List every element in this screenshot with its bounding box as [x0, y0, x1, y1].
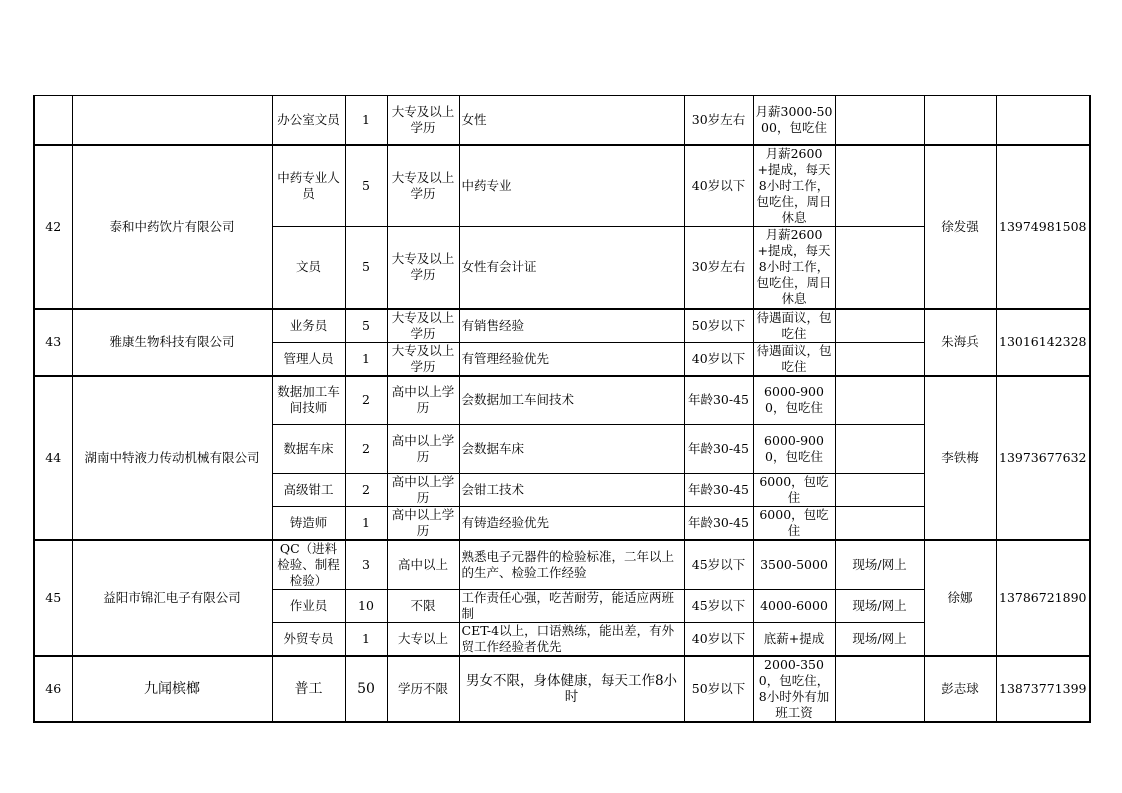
table-row	[34, 96, 1090, 145]
count-cell: 10	[345, 590, 387, 623]
method-cell: 现场/网上	[835, 540, 924, 590]
table-row	[34, 309, 1090, 343]
company-cell	[72, 96, 272, 145]
requirement-cell: 工作责任心强，吃苦耐劳，能适应两班制	[459, 590, 684, 623]
salary-cell: 4000-6000	[753, 590, 835, 623]
salary-cell: 待遇面议，包吃住	[753, 309, 835, 343]
requirement-cell: CET-4以上，口语熟练，能出差，有外贸工作经验者优先	[459, 623, 684, 657]
position-cell: 数据加工车间技师	[272, 376, 345, 425]
method-cell	[835, 425, 924, 474]
age-cell: 40岁以下	[684, 623, 753, 657]
age-cell: 50岁以下	[684, 656, 753, 722]
company-cell: 益阳市锦汇电子有限公司	[72, 540, 272, 656]
education-cell: 高中以上学历	[387, 376, 459, 425]
requirement-cell: 男女不限，身体健康，每天工作8小时	[459, 656, 684, 722]
method-cell	[835, 342, 924, 376]
salary-cell: 月薪2600+提成，每天8小时工作，包吃住，周日休息	[753, 227, 835, 309]
phone-cell: 13786721890	[996, 540, 1090, 656]
table-row	[34, 656, 1090, 722]
method-cell: 现场/网上	[835, 623, 924, 657]
position-cell: 业务员	[272, 309, 345, 343]
row-number-cell: 45	[34, 540, 72, 656]
count-cell: 2	[345, 425, 387, 474]
count-cell: 2	[345, 474, 387, 507]
education-cell: 大专及以上学历	[387, 145, 459, 227]
recruitment-table	[33, 95, 1091, 723]
company-cell: 泰和中药饮片有限公司	[72, 145, 272, 309]
salary-cell: 2000-3500，包吃住，8小时外有加班工资	[753, 656, 835, 722]
row-number-cell: 42	[34, 145, 72, 309]
count-cell: 1	[345, 623, 387, 657]
contact-cell	[924, 96, 996, 145]
row-number-cell: 46	[34, 656, 72, 722]
position-cell: QC（进料检验、制程检验）	[272, 540, 345, 590]
count-cell: 1	[345, 96, 387, 145]
education-cell: 大专及以上学历	[387, 227, 459, 309]
phone-cell: 13974981508	[996, 145, 1090, 309]
requirement-cell: 女性	[459, 96, 684, 145]
education-cell: 不限	[387, 590, 459, 623]
position-cell: 普工	[272, 656, 345, 722]
row-number-cell: 44	[34, 376, 72, 541]
age-cell: 40岁以下	[684, 145, 753, 227]
age-cell: 年龄30-45	[684, 425, 753, 474]
company-cell: 雅康生物科技有限公司	[72, 309, 272, 376]
age-cell: 50岁以下	[684, 309, 753, 343]
count-cell: 1	[345, 507, 387, 541]
salary-cell: 6000-9000，包吃住	[753, 376, 835, 425]
method-cell	[835, 145, 924, 227]
count-cell: 5	[345, 309, 387, 343]
education-cell: 大专以上	[387, 623, 459, 657]
salary-cell: 月薪2600+提成，每天8小时工作，包吃住，周日休息	[753, 145, 835, 227]
method-cell: 现场/网上	[835, 590, 924, 623]
method-cell	[835, 309, 924, 343]
contact-cell: 徐娜	[924, 540, 996, 656]
row-number-cell	[34, 96, 72, 145]
requirement-cell: 会数据车床	[459, 425, 684, 474]
table-row	[34, 145, 1090, 227]
education-cell: 高中以上学历	[387, 474, 459, 507]
position-cell: 管理人员	[272, 342, 345, 376]
education-cell: 高中以上学历	[387, 507, 459, 541]
phone-cell: 13973677632	[996, 376, 1090, 541]
method-cell	[835, 96, 924, 145]
count-cell: 5	[345, 227, 387, 309]
count-cell: 2	[345, 376, 387, 425]
requirement-cell: 中药专业	[459, 145, 684, 227]
age-cell: 30岁左右	[684, 227, 753, 309]
method-cell	[835, 656, 924, 722]
requirement-cell: 会数据加工车间技术	[459, 376, 684, 425]
position-cell: 作业员	[272, 590, 345, 623]
education-cell: 高中以上学历	[387, 425, 459, 474]
contact-cell: 徐发强	[924, 145, 996, 309]
table-row	[34, 376, 1090, 425]
education-cell: 大专及以上学历	[387, 309, 459, 343]
salary-cell: 6000-9000，包吃住	[753, 425, 835, 474]
age-cell: 年龄30-45	[684, 376, 753, 425]
position-cell: 铸造师	[272, 507, 345, 541]
company-cell: 九闻槟榔	[72, 656, 272, 722]
education-cell: 大专及以上学历	[387, 96, 459, 145]
position-cell: 文员	[272, 227, 345, 309]
salary-cell: 6000，包吃住	[753, 474, 835, 507]
position-cell: 中药专业人员	[272, 145, 345, 227]
age-cell: 年龄30-45	[684, 474, 753, 507]
phone-cell: 13016142328	[996, 309, 1090, 376]
requirement-cell: 会钳工技术	[459, 474, 684, 507]
salary-cell: 6000，包吃住	[753, 507, 835, 541]
row-number-cell: 43	[34, 309, 72, 376]
phone-cell	[996, 96, 1090, 145]
salary-cell: 3500-5000	[753, 540, 835, 590]
requirement-cell: 女性有会计证	[459, 227, 684, 309]
contact-cell: 彭志球	[924, 656, 996, 722]
requirement-cell: 熟悉电子元器件的检验标准，二年以上的生产、检验工作经验	[459, 540, 684, 590]
contact-cell: 李铁梅	[924, 376, 996, 541]
salary-cell: 月薪3000-5000，包吃住	[753, 96, 835, 145]
requirement-cell: 有销售经验	[459, 309, 684, 343]
method-cell	[835, 507, 924, 541]
age-cell: 45岁以下	[684, 540, 753, 590]
age-cell: 年龄30-45	[684, 507, 753, 541]
age-cell: 40岁以下	[684, 342, 753, 376]
contact-cell: 朱海兵	[924, 309, 996, 376]
education-cell: 高中以上	[387, 540, 459, 590]
method-cell	[835, 474, 924, 507]
count-cell: 3	[345, 540, 387, 590]
count-cell: 1	[345, 342, 387, 376]
position-cell: 高级钳工	[272, 474, 345, 507]
method-cell	[835, 376, 924, 425]
salary-cell: 待遇面议，包吃住	[753, 342, 835, 376]
company-cell: 湖南中特液力传动机械有限公司	[72, 376, 272, 541]
age-cell: 45岁以下	[684, 590, 753, 623]
position-cell: 外贸专员	[272, 623, 345, 657]
requirement-cell: 有铸造经验优先	[459, 507, 684, 541]
salary-cell: 底薪+提成	[753, 623, 835, 657]
method-cell	[835, 227, 924, 309]
education-cell: 大专及以上学历	[387, 342, 459, 376]
position-cell: 数据车床	[272, 425, 345, 474]
requirement-cell: 有管理经验优先	[459, 342, 684, 376]
count-cell: 5	[345, 145, 387, 227]
count-cell: 50	[345, 656, 387, 722]
education-cell: 学历不限	[387, 656, 459, 722]
age-cell: 30岁左右	[684, 96, 753, 145]
table-row	[34, 540, 1090, 590]
phone-cell: 13873771399	[996, 656, 1090, 722]
position-cell: 办公室文员	[272, 96, 345, 145]
